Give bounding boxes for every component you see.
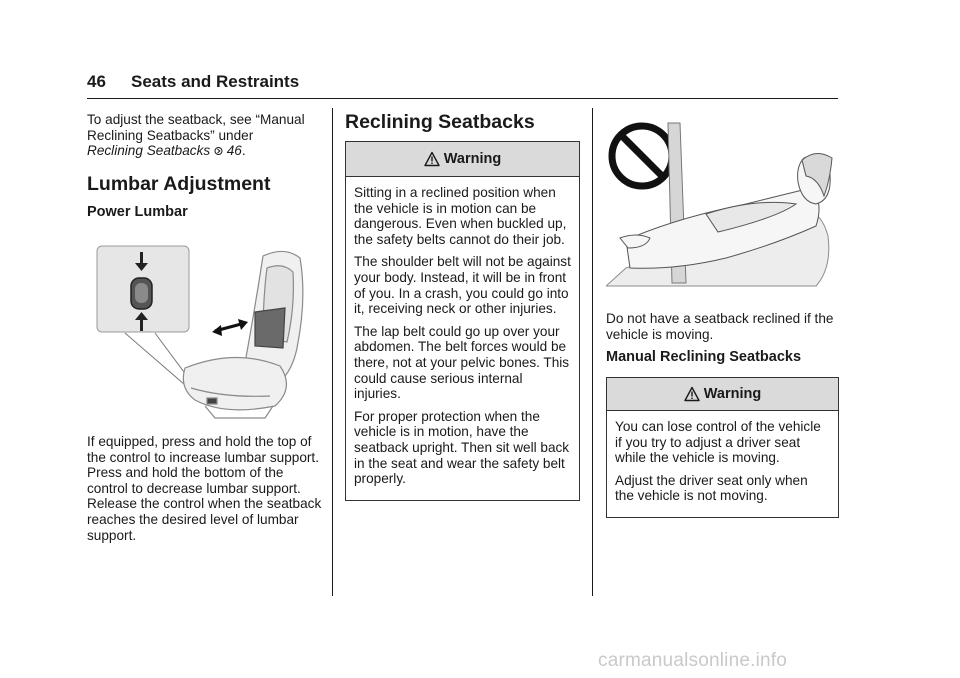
subheading-manual-reclining: Manual Reclining Seatbacks bbox=[606, 349, 802, 365]
reclined-occupant-illustration bbox=[606, 118, 834, 290]
column-divider bbox=[592, 108, 593, 596]
intro-suffix: . bbox=[241, 143, 246, 159]
cross-reference-link[interactable] bbox=[87, 143, 242, 158]
column-divider bbox=[332, 108, 333, 596]
warning-body bbox=[346, 177, 579, 500]
figure-caption: Do not have a seatback reclined if the vehicle is moving. bbox=[606, 311, 834, 342]
page-reference-arrow-icon bbox=[214, 146, 223, 156]
lumbar-control-switch bbox=[131, 278, 152, 309]
warning-box bbox=[345, 141, 580, 501]
warning-title: Warning bbox=[703, 386, 762, 402]
warning-paragraph: The shoulder belt will not be against your body. Instead, it will be in front of you. In a crash, you could go into it, receiving neck or other injuries. bbox=[354, 254, 571, 317]
watermark: carmanualsonline.info bbox=[598, 650, 788, 671]
intro-text: To adjust the seatback, see “Manual Reclining Seatbacks” under bbox=[87, 112, 305, 143]
section-title: Seats and Restraints bbox=[131, 72, 300, 91]
seat-drawing bbox=[183, 251, 303, 418]
warning-box bbox=[606, 377, 839, 518]
warning-title: Warning bbox=[443, 151, 502, 167]
heading-reclining-seatbacks: Reclining Seatbacks bbox=[345, 111, 535, 133]
warning-triangle-icon bbox=[684, 386, 700, 402]
cross-reference-page: 46 bbox=[226, 143, 242, 159]
heading-lumbar-adjustment: Lumbar Adjustment bbox=[87, 173, 271, 195]
warning-header bbox=[607, 378, 838, 411]
warning-paragraph: For proper protection when the vehicle is in motion, have the seatback upright. Then sit well back in the seat and wear the safety belt properly. bbox=[354, 408, 570, 487]
power-lumbar-illustration bbox=[95, 238, 325, 428]
warning-header bbox=[346, 142, 579, 177]
subheading-power-lumbar: Power Lumbar bbox=[87, 204, 188, 220]
warning-paragraph: You can lose control of the vehicle if you try to adjust a driver seat while the vehicle is moving. bbox=[615, 419, 821, 466]
warning-paragraph: Sitting in a reclined position when the vehicle is in motion can be dangerous. Even when buckled up, the safety belts cannot do their job. bbox=[354, 185, 567, 247]
prohibition-sign-icon bbox=[612, 126, 672, 186]
intro-paragraph bbox=[87, 112, 327, 159]
double-arrow-icon bbox=[212, 319, 248, 336]
cross-reference-label: Reclining Seatbacks bbox=[87, 143, 211, 159]
header-rule bbox=[87, 98, 838, 99]
lumbar-description: If equipped, press and hold the top of the control to increase lumbar support. Press and hold the bottom of the control to decrease lumbar support. Release the control when the seatback reaches the desired level of lumbar support. bbox=[87, 434, 322, 543]
warning-paragraph: Adjust the driver seat only when the vehicle is not moving. bbox=[615, 472, 808, 504]
warning-triangle-icon bbox=[424, 151, 440, 167]
warning-paragraph: The lap belt could go up over your abdomen. The belt forces would be there, not at your pelvic bones. This could cause serious internal injuries. bbox=[354, 323, 570, 402]
page-number: 46 bbox=[87, 72, 106, 91]
warning-body bbox=[607, 411, 838, 517]
